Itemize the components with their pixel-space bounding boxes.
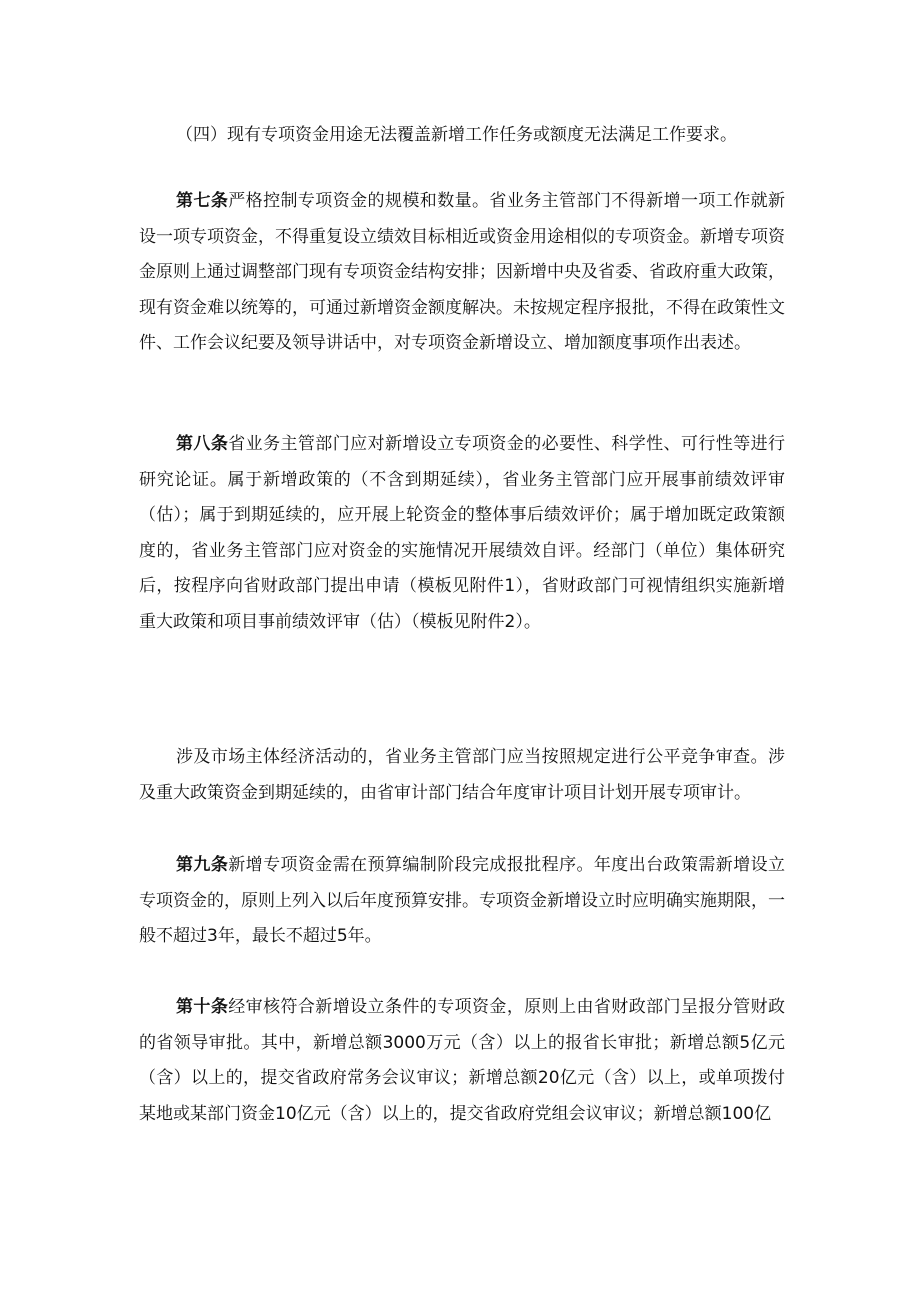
paragraph-body: 新增专项资金需在预算编制阶段完成报批程序。年度出台政策需新增设立专项资金的，原则上列入以后年度预算安排。专项资金新增设立时应明确实施期限，一般不超过3年，最长不超过5年。 <box>139 855 786 946</box>
article-8-continuation-paragraph <box>139 740 785 811</box>
article-10-paragraph <box>139 990 785 1132</box>
article-8-heading: 第八条 <box>176 434 229 454</box>
paragraph-body: 涉及市场主体经济活动的，省业务主管部门应当按照规定进行公平竞争审查。涉及重大政策资金到期延续的，由省审计部门结合年度审计项目计划开展专项审计。 <box>139 747 785 803</box>
article-9-heading: 第九条 <box>176 855 229 875</box>
article-7-heading: 第七条 <box>176 191 229 211</box>
paragraph-body: 严格控制专项资金的规模和数量。省业务主管部门不得新增一项工作就新设一项专项资金，不得重复设立绩效目标相近或资金用途相似的专项资金。新增专项资金原则上通过调整部门现有专项资金结构安排；因新增中央及省委、省政府重大政策，现有资金难以统筹的，可通过新增资金额度解决。未按规定程序报批，不得在政策性文件、工作会议纪要及领导讲话中，对专项资金新增设立、增加额度事项作出表述。 <box>139 191 786 353</box>
article-7-paragraph <box>139 184 785 362</box>
article-9-paragraph <box>139 848 785 955</box>
paragraph-body: （四）现有专项资金用途无法覆盖新增工作任务或额度无法满足工作要求。 <box>176 125 737 145</box>
article-8-paragraph <box>139 427 785 640</box>
article-10-heading: 第十条 <box>176 997 229 1017</box>
paragraph-body: 经审核符合新增设立条件的专项资金，原则上由省财政部门呈报分管财政的省领导审批。其中，新增总额3000万元（含）以上的报省长审批；新增总额5亿元（含）以上的，提交省政府常务会议审议；新增总额20亿元（含）以上，或单项拨付某地或某部门资金10亿元（含）以上的，提交省政府党组会议审议；新增总额100亿 <box>139 997 786 1124</box>
paragraph-body: 省业务主管部门应对新增设立专项资金的必要性、科学性、可行性等进行研究论证。属于新增政策的（不含到期延续），省业务主管部门应开展事前绩效评审（估）；属于到期延续的，应开展上轮资金的整体事后绩效评价；属于增加既定政策额度的，省业务主管部门应对资金的实施情况开展绩效自评。经部门（单位）集体研究后，按程序向省财政部门提出申请（模板见附件1），省财政部门可视情组织实施新增重大政策和项目事前绩效评审（估）（模板见附件2）。 <box>139 434 786 632</box>
paragraph-item-4 <box>139 118 785 154</box>
